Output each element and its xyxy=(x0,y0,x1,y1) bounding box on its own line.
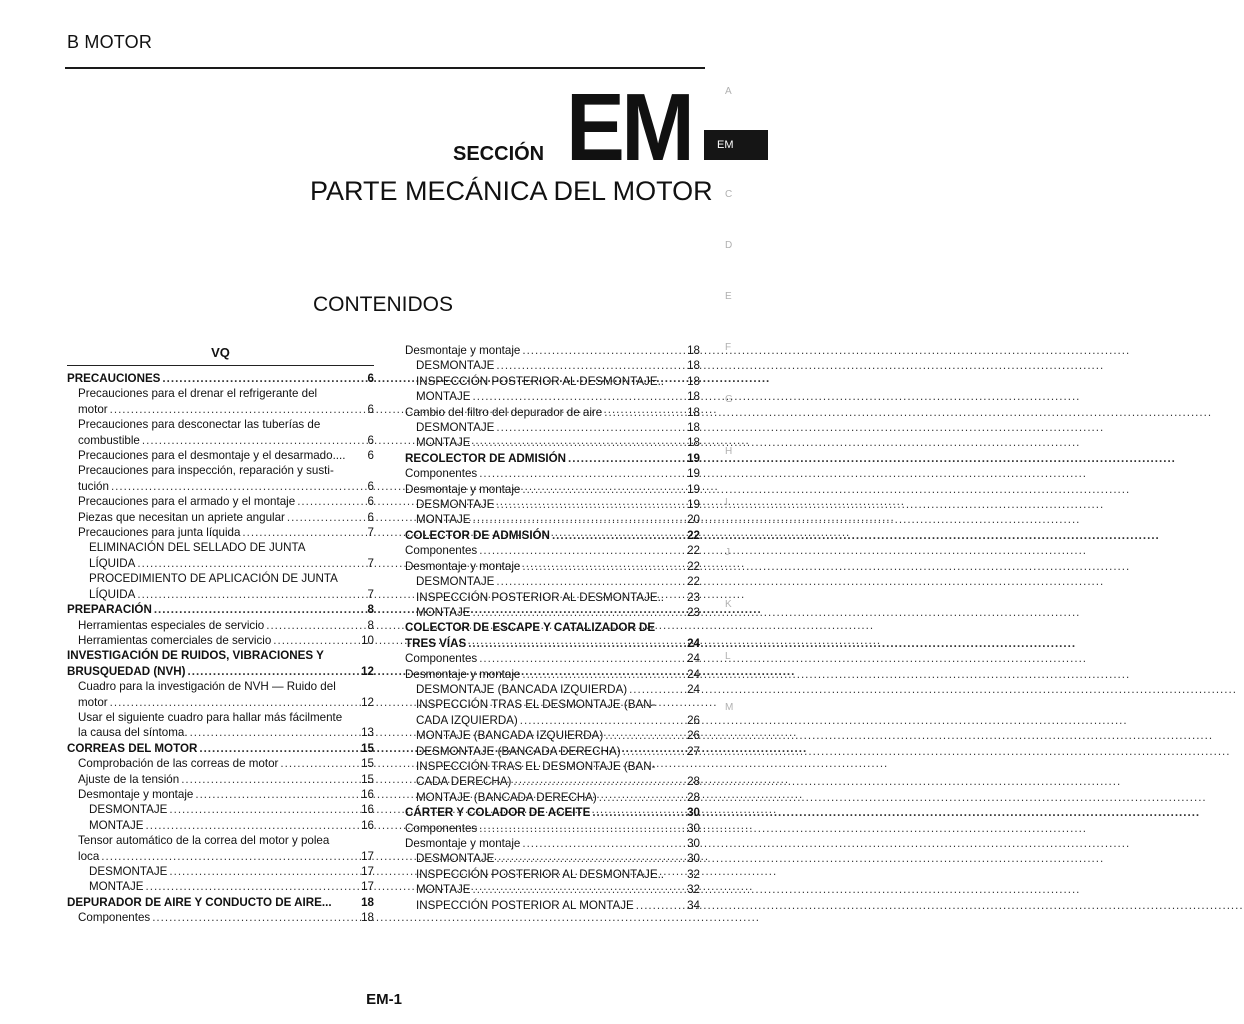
toc-leader-dots xyxy=(181,772,359,787)
toc-entry[interactable] xyxy=(405,620,700,635)
toc-page-number: 18 xyxy=(687,344,700,357)
toc-entry-text: BRUSQUEDAD (NVH) xyxy=(67,664,186,678)
toc-leader-dots xyxy=(297,494,365,509)
side-tab-a[interactable]: A xyxy=(725,86,732,97)
toc-entry-text: motor xyxy=(78,695,108,709)
toc-entry[interactable] xyxy=(405,358,700,373)
toc-entry[interactable] xyxy=(67,664,374,679)
toc-left-column xyxy=(67,371,374,926)
toc-entry-text: Desmontaje y montaje xyxy=(405,559,521,573)
toc-right-column xyxy=(405,343,700,913)
toc-entry[interactable] xyxy=(405,898,700,913)
toc-entry[interactable] xyxy=(405,435,700,450)
toc-entry[interactable] xyxy=(67,494,374,509)
toc-leader-dots xyxy=(599,790,685,805)
toc-leader-dots xyxy=(154,602,366,617)
side-tab-c[interactable]: C xyxy=(725,189,733,200)
toc-page-number: 7 xyxy=(367,526,374,540)
toc-entry-text: Componentes xyxy=(405,467,478,481)
side-tab-k[interactable]: K xyxy=(725,599,732,610)
toc-entry[interactable] xyxy=(67,402,374,417)
toc-entry-text: Componentes xyxy=(405,544,478,558)
toc-entry-text: Componentes xyxy=(405,652,478,666)
toc-entry-text: DESMONTAJE xyxy=(89,865,168,878)
toc-entry[interactable] xyxy=(405,574,700,589)
toc-entry[interactable] xyxy=(67,879,374,894)
toc-entry[interactable] xyxy=(405,543,700,558)
toc-entry-text: MONTAJE (BANCADA DERECHA) xyxy=(416,790,597,804)
toc-entry[interactable] xyxy=(405,374,700,389)
side-tab-f[interactable]: F xyxy=(725,342,732,353)
toc-entry[interactable] xyxy=(405,882,700,897)
toc-page-number: 30 xyxy=(687,852,700,866)
toc-entry[interactable] xyxy=(67,571,374,586)
toc-page-number: 17 xyxy=(361,849,374,863)
toc-page-number: 6 xyxy=(367,479,374,493)
toc-leader-dots xyxy=(162,371,365,386)
toc-entry-text: CÁRTER Y COLADOR DE ACEITE xyxy=(405,806,591,820)
toc-entry[interactable] xyxy=(405,759,700,774)
toc-entry-text: loca xyxy=(78,849,100,863)
toc-page-number: 18 xyxy=(687,421,700,435)
toc-page-number: 18 xyxy=(687,359,700,373)
toc-page-number: 18 xyxy=(687,436,700,450)
toc-entry-text: INSPECCIÓN TRAS EL DESMONTAJE (BAN- xyxy=(416,759,656,773)
toc-leader-dots xyxy=(152,910,359,925)
toc-leader-dots xyxy=(110,695,359,710)
toc-leader-dots xyxy=(111,479,366,494)
toc-entry[interactable] xyxy=(67,787,374,802)
toc-leader-dots xyxy=(190,725,360,740)
toc-leader-dots xyxy=(522,836,685,851)
toc-entry-text: Desmontaje y montaje xyxy=(405,667,521,681)
toc-leader-dots xyxy=(242,525,365,540)
toc-leader-dots xyxy=(137,587,365,602)
toc-entry[interactable] xyxy=(67,618,374,633)
toc-entry-text: Piezas que necesitan un apriete angular xyxy=(78,510,285,524)
toc-entry-text: Cambio del filtro del depurador de aire xyxy=(405,405,603,419)
toc-leader-dots xyxy=(195,787,359,802)
toc-leader-dots xyxy=(169,802,359,817)
toc-leader-dots xyxy=(137,556,365,571)
toc-entry[interactable] xyxy=(67,833,374,848)
section-label: SECCIÓN xyxy=(453,143,545,165)
toc-entry[interactable] xyxy=(405,405,700,420)
toc-page-number: 13 xyxy=(361,726,374,740)
toc-leader-dots xyxy=(629,682,685,697)
toc-page-number: 15 xyxy=(361,772,374,786)
toc-entry[interactable] xyxy=(67,710,374,725)
toc-page-number: 28 xyxy=(687,790,700,804)
toc-page-number: 12 xyxy=(361,695,374,709)
toc-leader-dots xyxy=(592,805,685,820)
toc-leader-dots xyxy=(513,774,685,789)
toc-entry[interactable] xyxy=(405,836,700,851)
toc-page-number: 27 xyxy=(687,744,700,758)
toc-entry-text: PRECAUCIONES xyxy=(67,372,161,385)
toc-page-number: 22 xyxy=(687,575,700,589)
toc-entry-text: DESMONTAJE (BANCADA IZQUIERDA) xyxy=(416,682,628,696)
toc-entry[interactable] xyxy=(405,466,700,481)
toc-entry-text: motor xyxy=(78,402,108,416)
toc-entry[interactable] xyxy=(405,713,700,728)
toc-entry[interactable] xyxy=(405,559,700,574)
toc-entry[interactable] xyxy=(67,679,374,694)
toc-leader-dots xyxy=(199,741,359,756)
toc-page-number: 7 xyxy=(367,556,374,570)
toc-entry[interactable] xyxy=(405,851,700,866)
toc-entry-text: DESMONTAJE xyxy=(416,498,495,512)
toc-page-number: 32 xyxy=(687,883,700,897)
toc-entry[interactable] xyxy=(405,497,700,512)
toc-entry-text: LÍQUIDA xyxy=(89,556,136,570)
toc-entry-text: RECOLECTOR DE ADMISIÓN xyxy=(405,451,567,465)
toc-leader-dots xyxy=(568,451,685,466)
toc-entry[interactable] xyxy=(67,371,374,386)
toc-leader-dots xyxy=(479,651,685,666)
toc-entry[interactable] xyxy=(67,556,374,571)
toc-entry-text: Precauciones para desconectar las tuberías de xyxy=(78,418,321,432)
toc-entry[interactable] xyxy=(405,590,700,605)
toc-page-number: 12 xyxy=(361,664,374,678)
toc-leader-dots xyxy=(146,879,360,894)
side-tab-i[interactable]: I xyxy=(725,497,728,508)
toc-leader-dots xyxy=(496,851,685,866)
toc-page-number: 22 xyxy=(687,528,700,542)
page-number: EM-1 xyxy=(366,991,402,1008)
toc-leader-dots xyxy=(522,667,685,682)
side-tab-j[interactable]: J xyxy=(725,547,730,558)
toc-entry-text: INSPECCIÓN POSTERIOR AL DESMONTAJE.. xyxy=(416,867,665,881)
toc-page-number: 24 xyxy=(687,682,700,696)
toc-entry[interactable] xyxy=(405,667,700,682)
toc-page-number: 17 xyxy=(361,880,374,894)
toc-entry[interactable] xyxy=(67,602,374,617)
toc-leader-dots xyxy=(287,510,366,525)
chapter-header: B MOTOR xyxy=(67,32,153,52)
toc-entry[interactable] xyxy=(67,895,374,910)
toc-page-number: 6 xyxy=(367,449,374,463)
toc-entry-text: COLECTOR DE ESCAPE Y CATALIZADOR DE xyxy=(405,621,656,635)
toc-entry-text: TRES VÍAS xyxy=(405,636,467,650)
toc-page-number: 30 xyxy=(687,806,700,820)
side-tab-e[interactable]: E xyxy=(725,291,732,302)
toc-entry-text: Desmontaje y montaje xyxy=(78,787,194,801)
toc-entry-text: Precauciones para junta líquida xyxy=(78,526,241,540)
toc-entry-text: Comprobación de las correas de motor xyxy=(78,757,279,771)
engine-heading: VQ xyxy=(211,345,230,360)
toc-entry[interactable] xyxy=(405,343,700,358)
toc-page-number: 30 xyxy=(687,837,700,850)
toc-entry[interactable] xyxy=(405,744,700,759)
toc-entry-text: CADA IZQUIERDA) xyxy=(416,713,518,727)
toc-entry-text: DESMONTAJE xyxy=(416,575,495,589)
toc-entry[interactable] xyxy=(67,479,374,494)
toc-entry-text: MONTAJE xyxy=(416,883,471,897)
toc-entry[interactable] xyxy=(67,510,374,525)
toc-leader-dots xyxy=(473,605,686,620)
toc-page-number: 15 xyxy=(361,741,374,755)
toc-leader-dots xyxy=(604,405,685,420)
toc-page-number: 23 xyxy=(687,605,700,619)
toc-leader-dots xyxy=(496,574,685,589)
toc-page-number: 32 xyxy=(687,867,700,881)
toc-entry-text: COLECTOR DE ADMISIÓN xyxy=(405,528,550,542)
toc-page-number: 30 xyxy=(687,821,700,835)
toc-entry[interactable] xyxy=(405,821,700,836)
toc-page-number: 8 xyxy=(367,618,374,632)
toc-entry[interactable] xyxy=(67,864,374,879)
toc-leader-dots xyxy=(522,343,685,358)
toc-leader-dots xyxy=(266,618,365,633)
toc-leader-dots xyxy=(623,744,685,759)
toc-entry-text: MONTAJE (BANCADA IZQUIERDA) xyxy=(416,729,604,743)
toc-entry-text: Precauciones para el drenar el refrigerante del xyxy=(78,387,318,401)
toc-page-number: 16 xyxy=(361,818,374,832)
toc-entry-text: combustible xyxy=(78,433,140,447)
toc-entry[interactable] xyxy=(67,448,374,463)
toc-entry[interactable] xyxy=(405,728,700,743)
toc-entry[interactable] xyxy=(67,386,374,401)
toc-entry[interactable] xyxy=(405,636,700,651)
toc-entry-text: CADA DERECHA) xyxy=(416,775,512,789)
toc-leader-dots xyxy=(552,528,685,543)
toc-page-number: 28 xyxy=(687,775,700,789)
toc-page-number: 10 xyxy=(361,633,374,647)
toc-page-number: 18 xyxy=(687,374,700,388)
toc-entry[interactable] xyxy=(67,648,374,663)
engine-heading-rule xyxy=(67,365,374,366)
toc-leader-dots xyxy=(496,358,685,373)
side-tab-d[interactable]: D xyxy=(725,240,733,251)
toc-page-number: 6 xyxy=(367,433,374,447)
toc-entry-text: Herramientas comerciales de servicio xyxy=(78,633,272,647)
toc-page-number: 6 xyxy=(367,402,374,416)
toc-entry-text: la causa del síntoma. xyxy=(78,726,188,740)
toc-entry[interactable] xyxy=(67,417,374,432)
toc-page-number: 19 xyxy=(687,498,700,512)
toc-entry-text: INSPECCIÓN POSTERIOR AL DESMONTAJE.. xyxy=(416,590,665,604)
toc-leader-dots xyxy=(146,818,360,833)
toc-entry[interactable] xyxy=(405,651,700,666)
toc-page-number: 23 xyxy=(687,590,700,604)
toc-entry-text: MONTAJE xyxy=(89,880,144,894)
toc-page-number: 8 xyxy=(367,603,374,617)
toc-entry[interactable] xyxy=(67,540,374,555)
toc-entry[interactable] xyxy=(67,818,374,833)
side-tab-em[interactable]: EM xyxy=(704,130,768,160)
toc-page-number: 16 xyxy=(361,787,374,801)
toc-page-number: 19 xyxy=(687,482,700,496)
toc-entry-text: Cuadro para la investigación de NVH — Ruido del xyxy=(78,680,336,694)
toc-page-number: 7 xyxy=(367,587,374,601)
toc-page-number: 19 xyxy=(687,451,700,465)
toc-entry-text: MONTAJE xyxy=(89,818,144,832)
toc-entry-text: Precauciones para inspección, reparación y susti- xyxy=(78,464,334,478)
toc-entry-text: LÍQUIDA xyxy=(89,587,136,601)
toc-entry-text: INSPECCIÓN TRAS EL DESMONTAJE (BAN- xyxy=(416,698,656,712)
toc-entry[interactable] xyxy=(405,482,700,497)
toc-entry[interactable] xyxy=(405,682,700,697)
section-code: EM xyxy=(566,74,692,181)
toc-leader-dots xyxy=(522,482,685,497)
toc-entry-text: Herramientas especiales de servicio xyxy=(78,618,265,632)
toc-entry-text: DEPURADOR DE AIRE Y CONDUCTO DE AIRE... xyxy=(67,895,332,909)
toc-page-number: 6 xyxy=(367,372,374,385)
toc-page-number: 22 xyxy=(687,559,700,573)
toc-page-number: 24 xyxy=(687,636,700,650)
toc-leader-dots xyxy=(142,433,366,448)
toc-entry[interactable] xyxy=(67,633,374,648)
toc-entry[interactable] xyxy=(67,849,374,864)
toc-entry[interactable] xyxy=(405,389,700,404)
toc-entry[interactable] xyxy=(405,805,700,820)
toc-page-number: 19 xyxy=(687,467,700,481)
toc-entry-text: Usar el siguiente cuadro para hallar más fácilmente xyxy=(78,710,343,724)
toc-entry-text: Desmontaje y montaje xyxy=(405,344,521,357)
toc-leader-dots xyxy=(273,633,359,648)
toc-entry[interactable] xyxy=(67,587,374,602)
section-title: PARTE MECÁNICA DEL MOTOR xyxy=(310,176,713,206)
toc-entry-text: DESMONTAJE xyxy=(416,852,495,866)
toc-leader-dots xyxy=(473,882,686,897)
toc-entry[interactable] xyxy=(405,420,700,435)
toc-entry[interactable] xyxy=(405,605,700,620)
toc-entry-text: DESMONTAJE xyxy=(89,803,168,817)
toc-entry-text: MONTAJE xyxy=(416,390,471,404)
toc-entry[interactable] xyxy=(405,512,700,527)
toc-entry-text: MONTAJE xyxy=(416,513,471,527)
toc-page-number: 24 xyxy=(687,667,700,681)
toc-entry[interactable] xyxy=(67,802,374,817)
toc-page-number: 18 xyxy=(687,405,700,419)
side-tab-g[interactable]: G xyxy=(725,394,733,405)
toc-entry[interactable] xyxy=(67,910,374,925)
toc-leader-dots xyxy=(468,636,685,651)
toc-entry-text: Precauciones para el armado y el montaje xyxy=(78,495,296,509)
side-tab-h[interactable]: H xyxy=(725,446,733,457)
toc-entry-text: Ajuste de la tensión xyxy=(78,772,180,786)
toc-leader-dots xyxy=(473,435,686,450)
toc-leader-dots xyxy=(280,756,359,771)
toc-entry-text: INVESTIGACIÓN DE RUIDOS, VIBRACIONES Y xyxy=(67,649,324,663)
toc-page-number: 15 xyxy=(361,757,374,771)
toc-leader-dots xyxy=(473,512,686,527)
toc-entry-text: MONTAJE xyxy=(416,605,471,619)
side-tab-m[interactable]: M xyxy=(725,702,734,713)
toc-entry[interactable] xyxy=(405,790,700,805)
toc-page-number: 18 xyxy=(361,895,374,909)
toc-entry-text: Componentes xyxy=(78,911,151,925)
toc-leader-dots xyxy=(479,821,685,836)
toc-page-number: 26 xyxy=(687,713,700,727)
toc-page-number: 22 xyxy=(687,544,700,558)
toc-page-number: 26 xyxy=(687,729,700,743)
toc-entry-text: Desmontaje y montaje xyxy=(405,482,521,496)
toc-entry[interactable] xyxy=(405,528,700,543)
toc-entry[interactable] xyxy=(67,433,374,448)
toc-entry[interactable] xyxy=(67,756,374,771)
toc-entry[interactable] xyxy=(405,774,700,789)
contents-title: CONTENIDOS xyxy=(313,293,454,316)
toc-entry-text: MONTAJE xyxy=(416,436,471,450)
toc-entry[interactable] xyxy=(405,451,700,466)
toc-entry-text: tución xyxy=(78,479,109,493)
header-rule xyxy=(65,67,705,69)
toc-entry[interactable] xyxy=(67,772,374,787)
toc-leader-dots xyxy=(110,402,366,417)
toc-leader-dots xyxy=(496,497,685,512)
toc-page-number: 18 xyxy=(687,390,700,404)
toc-page-number: 16 xyxy=(361,803,374,817)
toc-leader-dots xyxy=(636,898,685,913)
toc-entry-text: DESMONTAJE (BANCADA DERECHA) xyxy=(416,744,621,758)
toc-entry-text: INSPECCIÓN POSTERIOR AL MONTAJE xyxy=(416,898,634,912)
toc-entry[interactable] xyxy=(67,525,374,540)
toc-entry-text: Precauciones para el desmontaje y el desarmado.... xyxy=(78,449,346,463)
toc-entry-text: DESMONTAJE xyxy=(416,421,495,435)
toc-entry-text: PROCEDIMIENTO DE APLICACIÓN DE JUNTA xyxy=(89,572,338,586)
toc-entry-text: Tensor automático de la correa del motor y polea xyxy=(78,834,330,848)
toc-entry[interactable] xyxy=(405,867,700,882)
toc-page-number: 24 xyxy=(687,652,700,666)
side-tab-l[interactable]: L xyxy=(725,651,731,662)
toc-leader-dots xyxy=(473,389,686,404)
toc-leader-dots xyxy=(496,420,685,435)
toc-leader-dots xyxy=(169,864,359,879)
toc-page-number: 18 xyxy=(361,911,374,925)
toc-entry-text: ELIMINACIÓN DEL SELLADO DE JUNTA xyxy=(89,541,306,555)
toc-entry-text: CORREAS DEL MOTOR xyxy=(67,741,198,755)
toc-page-number: 17 xyxy=(361,865,374,878)
toc-entry-text: Desmontaje y montaje xyxy=(405,837,521,850)
toc-entry[interactable] xyxy=(67,725,374,740)
toc-page-number: 34 xyxy=(687,898,700,912)
toc-leader-dots xyxy=(522,559,685,574)
toc-page-number: 20 xyxy=(687,513,700,527)
toc-entry[interactable] xyxy=(67,695,374,710)
toc-entry[interactable] xyxy=(67,741,374,756)
toc-entry[interactable] xyxy=(405,697,700,712)
toc-leader-dots xyxy=(520,713,685,728)
toc-leader-dots xyxy=(605,728,685,743)
toc-entry-text: INSPECCIÓN POSTERIOR AL DESMONTAJE.. xyxy=(416,374,665,388)
toc-entry-text: Componentes xyxy=(405,821,478,835)
toc-entry-text: DESMONTAJE xyxy=(416,359,495,373)
toc-leader-dots xyxy=(479,543,685,558)
toc-entry[interactable] xyxy=(67,463,374,478)
toc-leader-dots xyxy=(479,466,685,481)
toc-page-number: 6 xyxy=(367,495,374,509)
toc-page-number: 6 xyxy=(367,510,374,524)
toc-entry-text: PREPARACIÓN xyxy=(67,603,152,617)
toc-leader-dots xyxy=(188,664,360,679)
toc-leader-dots xyxy=(101,849,359,864)
